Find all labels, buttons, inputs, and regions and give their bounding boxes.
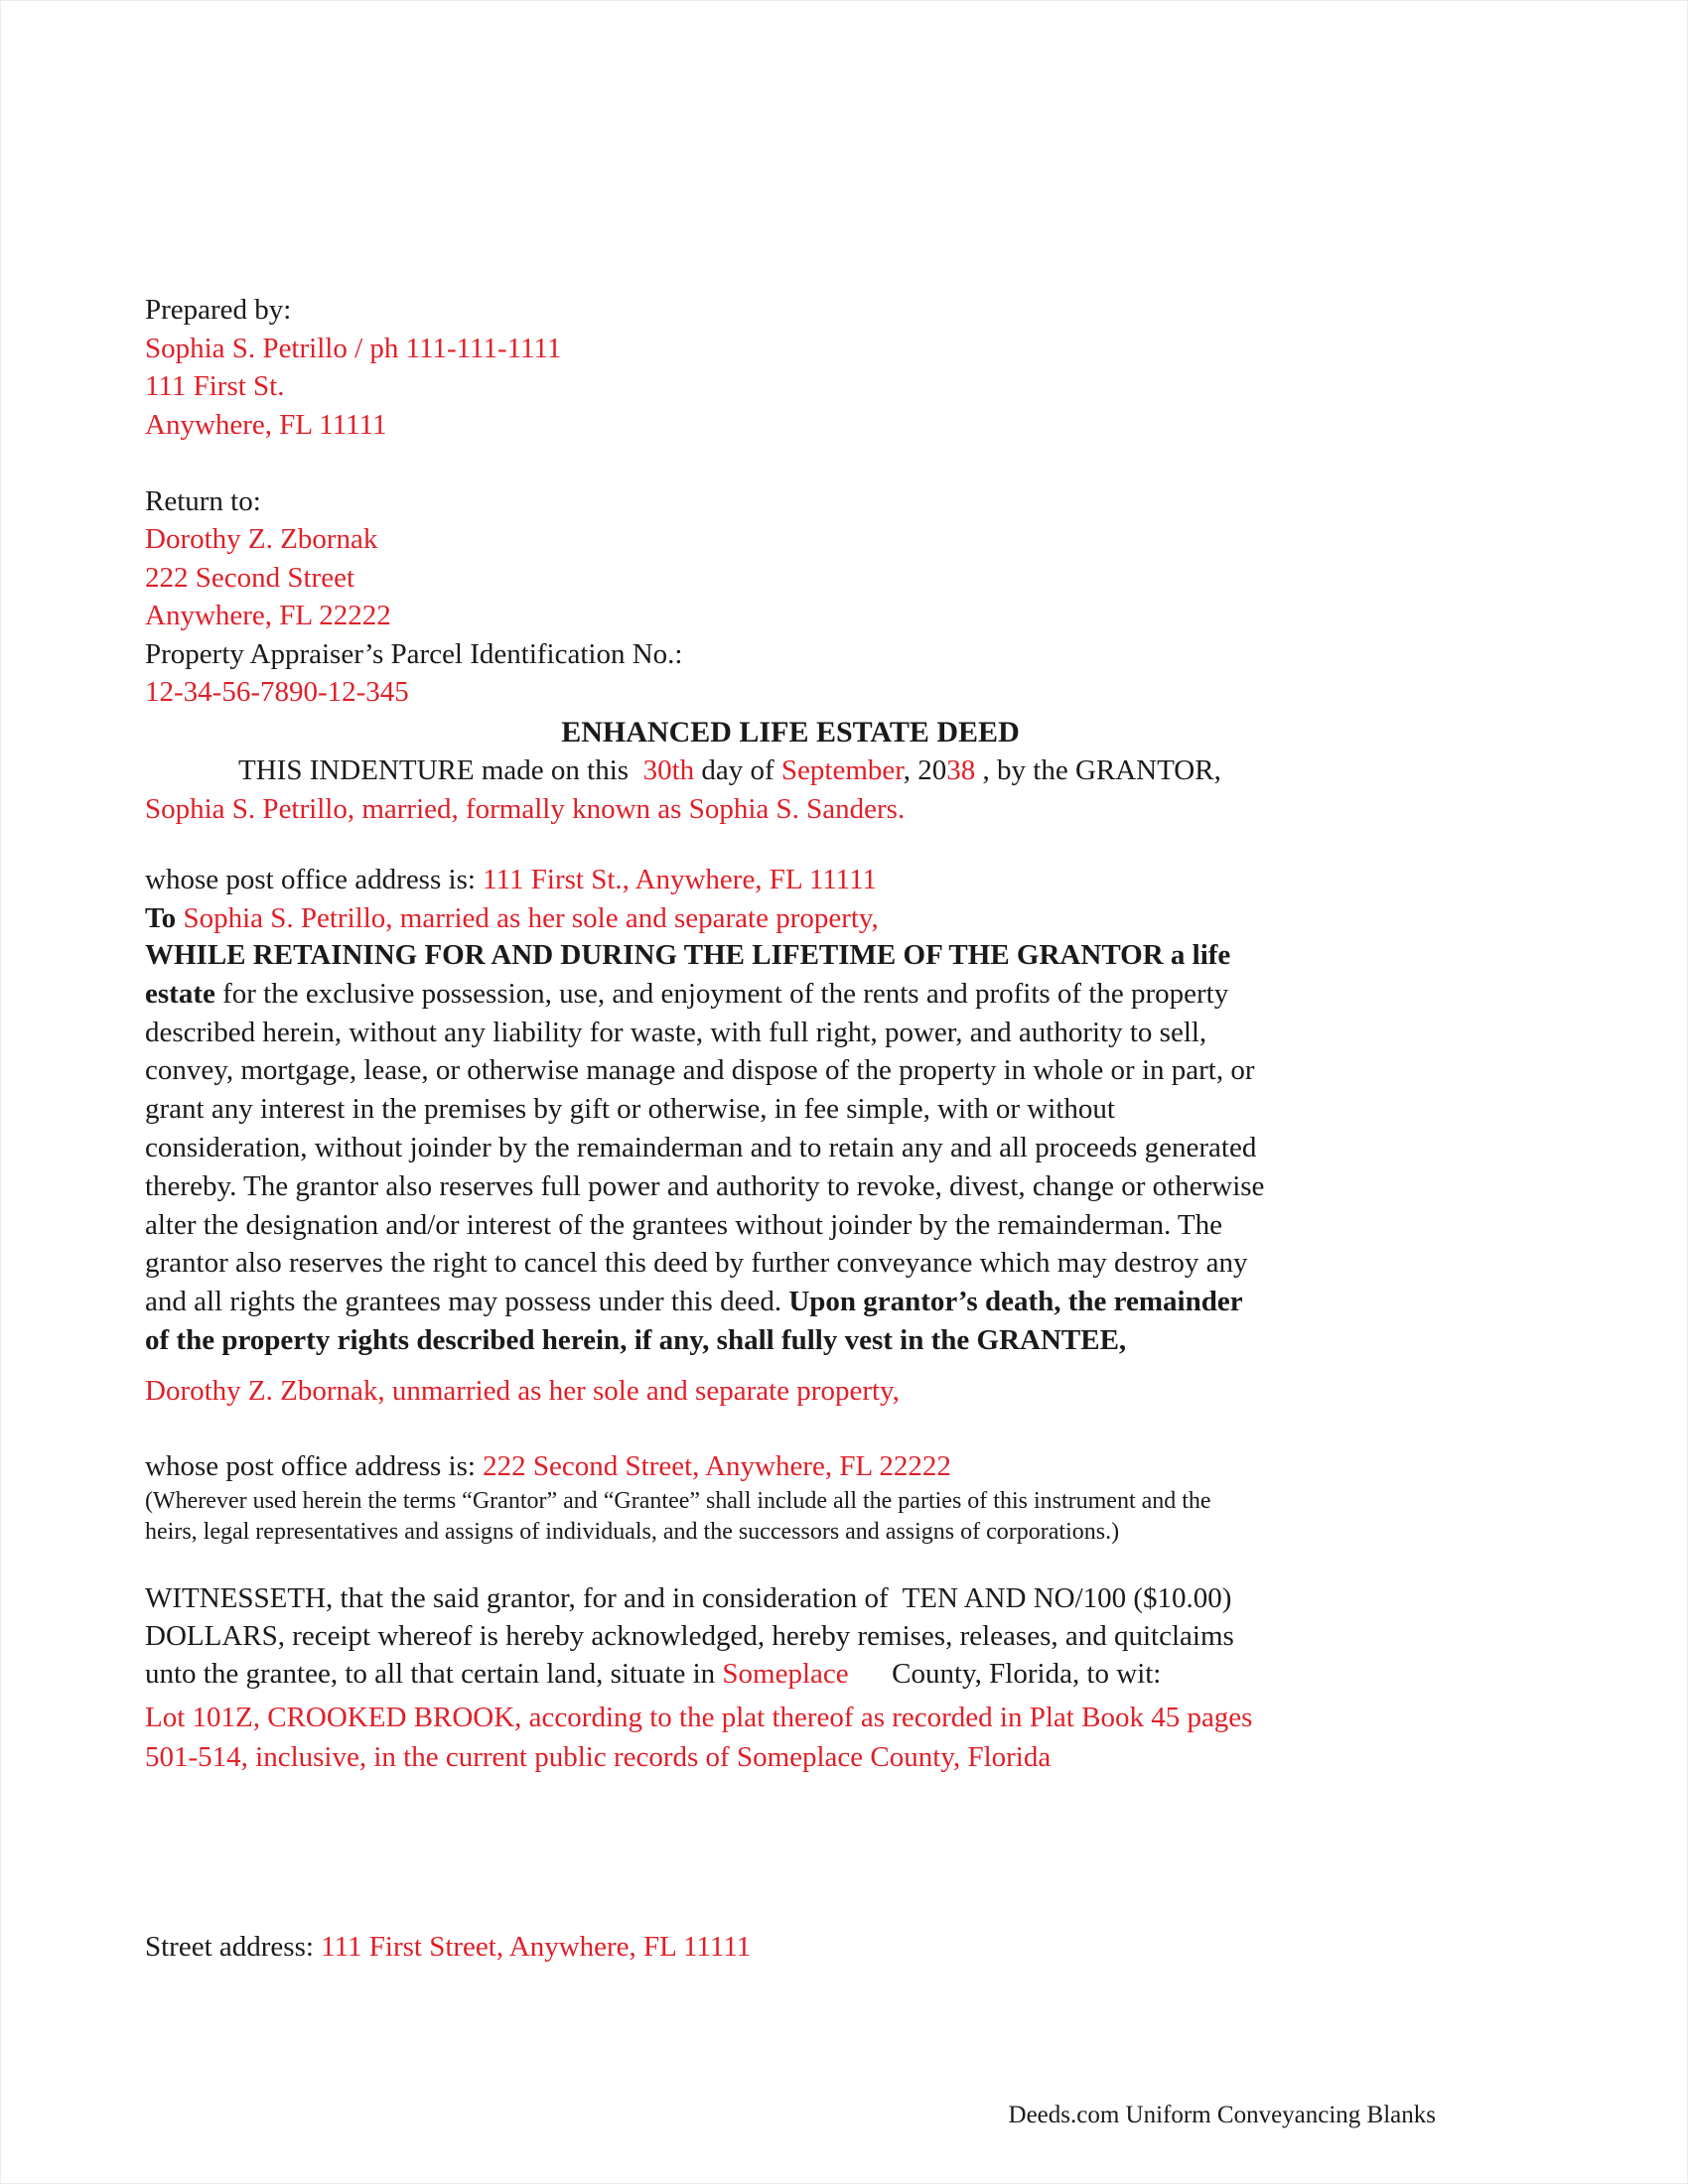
grantor-address-value: 111 First St., Anywhere, FL 11111	[483, 864, 878, 895]
paragraph-run: grantor also reserves the right to cancel this deed by further conveyance which may destroy any	[145, 1247, 1248, 1280]
indenture-year-value: 38	[946, 754, 976, 786]
paragraph-line	[145, 1129, 1595, 1167]
paragraph-line	[145, 1206, 1595, 1245]
indenture-text-3: , 20	[903, 754, 947, 786]
paragraph-run: convey, mortgage, lease, or otherwise manage and dispose of the property in whole or in part, or	[145, 1054, 1255, 1087]
county-value: Someplace	[722, 1658, 849, 1690]
paragraph-run: grant any interest in the premises by gift or otherwise, in fee simple, with or without	[145, 1093, 1115, 1126]
parcel-id-label: Property Appraiser’s Parcel Identification No.:	[145, 637, 683, 670]
return-to-label: Return to:	[145, 484, 261, 517]
paragraph-line	[145, 1321, 1595, 1360]
witnesseth-line-3-post: County, Florida, to wit:	[848, 1658, 1162, 1690]
grantor-address-label: whose post office address is:	[145, 864, 484, 895]
preparer-return-block	[145, 291, 682, 712]
prepared-by-city: Anywhere, FL 11111	[145, 408, 387, 441]
grantee-address-value: 222 Second Street, Anywhere, FL 22222	[483, 1450, 951, 1482]
paragraph-line	[145, 1167, 1595, 1206]
witnesseth-line-1: WITNESSETH, that the said grantor, for and in consideration of TEN AND NO/100 ($10.00)	[145, 1582, 1232, 1614]
spacer	[145, 444, 682, 482]
indenture-text-4: , by the GRANTOR,	[975, 754, 1221, 786]
paragraph-run: thereby. The grantor also reserves full power and authority to revoke, divest, change or otherwise	[145, 1169, 1265, 1202]
document-title: ENHANCED LIFE ESTATE DEED	[561, 716, 1020, 749]
legal-description-line-1: Lot 101Z, CROOKED BROOK, according to the plat thereof as recorded in Plat Book 45 pages	[145, 1702, 1253, 1733]
witnesseth-paragraph	[145, 1579, 1234, 1693]
return-to-city: Anywhere, FL 22222	[145, 600, 391, 631]
paragraph-run: and all rights the grantees may possess under this deed.	[145, 1286, 789, 1318]
fine-print-line-2: heirs, legal representatives and assigns of individuals, and the successors and assigns of corporations.)	[145, 1519, 1120, 1545]
witnesseth-line-3-pre: unto the grantee, to all that certain land, situate in	[145, 1658, 723, 1690]
grantee-address-line	[145, 1450, 951, 1483]
parcel-id-number: 12-34-56-7890-12-345	[145, 676, 409, 708]
grantor-address-line	[145, 861, 879, 899]
definitions-fine-print	[145, 1486, 1211, 1548]
life-estate-paragraph	[145, 936, 1595, 1360]
indenture-text-2: day of	[694, 754, 781, 786]
indenture-line	[145, 751, 1221, 790]
paragraph-run: for the exclusive possession, use, and enjoyment of the rents and profits of the property	[214, 977, 1229, 1010]
to-grantee-line	[145, 899, 879, 938]
grantee-name-line: Dorothy Z. Zbornak, unmarried as her sole and separate property,	[145, 1375, 900, 1407]
paragraph-line	[145, 936, 1595, 975]
indenture-clause	[145, 751, 1221, 828]
paragraph-run: described herein, without any liability for waste, with full right, power, and authority to sell,	[145, 1016, 1207, 1048]
indenture-month-value: September	[780, 754, 904, 786]
paragraph-run-bold: Upon grantor’s death, the remainder	[788, 1286, 1243, 1318]
return-to-name: Dorothy Z. Zbornak	[145, 523, 378, 555]
paragraph-line	[145, 1244, 1595, 1283]
street-address-value: 111 First Street, Anywhere, FL 11111	[321, 1931, 752, 1963]
paragraph-line	[145, 1014, 1595, 1052]
paragraph-run: consideration, without joinder by the remainderman and to retain any and all proceeds generated	[145, 1131, 1257, 1163]
grantee-address-label: whose post office address is:	[145, 1450, 484, 1482]
indenture-text-1: THIS INDENTURE made on this	[238, 754, 643, 786]
footer-branding: Deeds.com Uniform Conveyancing Blanks	[1008, 2102, 1436, 2128]
return-to-street: 222 Second Street	[145, 561, 355, 594]
to-value: Sophia S. Petrillo, married as her sole and separate property,	[183, 901, 879, 934]
fine-print-line-1: (Wherever used herein the terms “Grantor” and “Grantee” shall include all the parties of this instrument and the	[145, 1488, 1211, 1514]
indenture-day-value: 30th	[642, 754, 695, 786]
street-address-label: Street address:	[145, 1931, 322, 1963]
legal-description-line-2: 501-514, inclusive, in the current public records of Someplace County, Florida	[145, 1740, 1052, 1773]
paragraph-run: alter the designation and/or interest of the grantees without joinder by the remainderman. The	[145, 1208, 1223, 1241]
prepared-by-street: 111 First St.	[145, 370, 285, 402]
grantor-name-line: Sophia S. Petrillo, married, formally known as Sophia S. Sanders.	[145, 792, 906, 825]
street-address-line	[145, 1931, 751, 1964]
legal-description	[145, 1699, 1252, 1777]
paragraph-run-bold: estate	[145, 977, 215, 1010]
witnesseth-line-3	[145, 1655, 1234, 1693]
paragraph-line	[145, 1051, 1595, 1090]
witnesseth-line-2: DOLLARS, receipt whereof is hereby acknowledged, hereby remises, releases, and quitclaims	[145, 1620, 1234, 1652]
paragraph-run-bold: of the property rights described herein, if any, shall fully vest in the GRANTEE,	[145, 1323, 1127, 1356]
paragraph-line	[145, 975, 1595, 1014]
prepared-by-label: Prepared by:	[145, 294, 292, 326]
paragraph-run-bold: WHILE RETAINING FOR AND DURING THE LIFETIME OF THE GRANTOR a life	[145, 939, 1231, 971]
paragraph-line	[145, 1283, 1595, 1321]
prepared-by-name: Sophia S. Petrillo / ph 111-111-1111	[145, 332, 562, 364]
paragraph-line	[145, 1090, 1595, 1129]
grantor-address-block	[145, 861, 879, 937]
to-label: To	[145, 901, 184, 934]
